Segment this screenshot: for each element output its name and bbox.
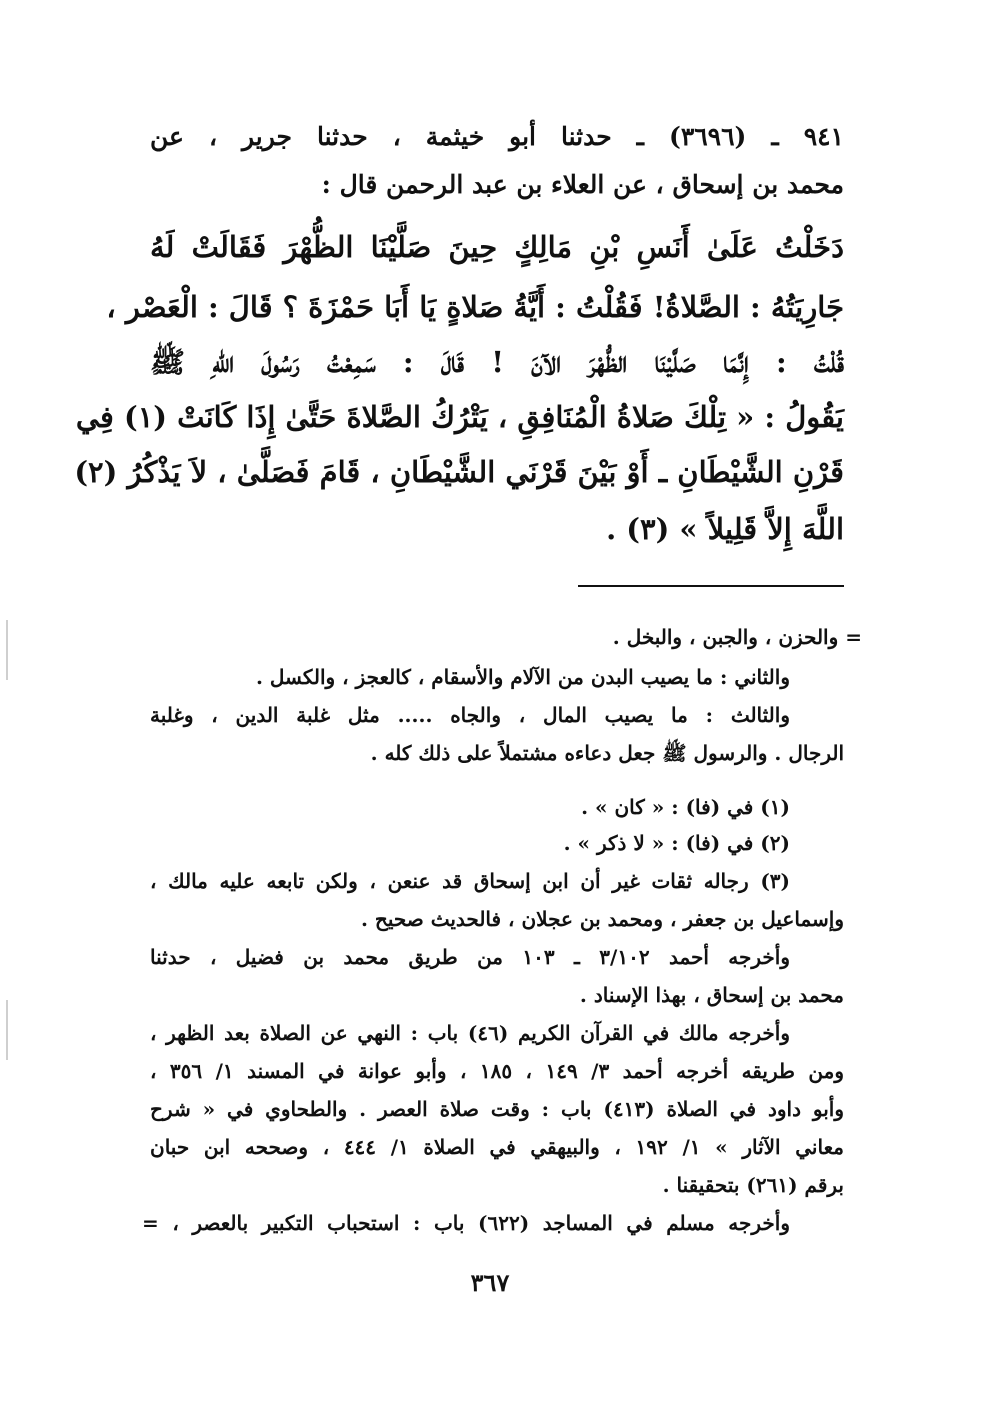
- hadith-header-line-1: ٩٤١ ـ (٣٦٩٦) ـ حدثنا أبو خيثمة ، حدثنا جرير ، عن: [150, 122, 844, 151]
- footnote-line-2: والثاني : ما يصيب البدن من الآلام والأسقام ، كالعجز ، والكسل .: [255, 665, 790, 689]
- footnote-line-1: = والحزن ، والجبن ، والبخل .: [612, 625, 862, 649]
- footnote-line-4: الرجال . والرسول ﷺ جعل دعاءه مشتملاً على ذلك كله .: [370, 741, 844, 765]
- hadith-text-line-2: جَارِيَتُهُ : الصَّلاةُ! فَقُلْتُ : أَيَّةُ صَلاةٍ يَا أَبَا حَمْزَةَ ؟ قَالَ : الْعَصْر ،: [106, 290, 844, 324]
- footnote-line-10: محمد بن إسحاق ، بهذا الإسناد .: [579, 983, 844, 1007]
- footnote-line-11: وأخرجه مالك في القرآن الكريم (٤٦) باب : النهي عن الصلاة بعد الظهر ،: [150, 1021, 790, 1045]
- page-number: ٣٦٧: [470, 1268, 510, 1297]
- hadith-header-line-2: محمد بن إسحاق ، عن العلاء بن عبد الرحمن قال :: [321, 170, 844, 199]
- footnote-line-12: ومن طريقه أخرجه أحمد ٣/ ١٤٩ ، ١٨٥ ، وأبو عوانة في المسند ١/ ٣٥٦ ،: [150, 1059, 844, 1083]
- scan-margin-mark: [6, 1000, 8, 1060]
- footnote-line-15: برقم (٢٦١) بتحقيقنا .: [662, 1173, 844, 1197]
- footnote-note-1: (١) في (فا) : « كان » .: [581, 795, 790, 819]
- footnote-line-8: وإسماعيل بن جعفر ، ومحمد بن عجلان ، فالحديث صحيح .: [361, 907, 844, 931]
- footnote-line-14: معاني الآثار » ١/ ١٩٢ ، والبيهقي في الصلاة ١/ ٤٤٤ ، وصححه ابن حبان: [150, 1135, 844, 1159]
- hadith-text-line-6: اللَّهَ إِلاَّ قَلِيلاً » (٣) .: [606, 512, 844, 546]
- footnote-line-9: وأخرجه أحمد ٣/١٠٢ ـ ١٠٣ من طريق محمد بن فضيل ، حدثنا: [150, 945, 791, 969]
- footnote-note-2: (٢) في (فا) : « لا ذكر » .: [563, 831, 790, 855]
- footnote-note-3: (٣) رجاله ثقات غير أن ابن إسحاق قد عنعن ، ولكن تابعه عليه مالك ،: [150, 869, 790, 893]
- hadith-text-line-1: دَخَلْتُ عَلَىٰ أَنَسِ بْنِ مَالِكٍ حِينَ صَلَّيْنَا الظُّهْرَ فَقَالَتْ لَهُ: [150, 230, 844, 264]
- footnote-separator: [578, 585, 844, 587]
- hadith-text-line-5: قَرْنِ الشَّيْطَانِ ـ أَوْ بَيْنَ قَرْنَي الشَّيْطَانِ ، قَامَ فَصَلَّىٰ ، لاَ يَذْكُرُ (٢): [74, 455, 844, 489]
- scan-margin-mark: [6, 620, 8, 680]
- hadith-text-line-3: قُلْتُ : إِنَّمَا صَلَّيْنَا الظُّهْرَ الآنَ ! قَالَ : سَمِعْتُ رَسُولَ اللهِ ﷺ: [150, 345, 844, 379]
- footnote-line-13: وأبو داود في الصلاة (٤١٣) باب : وقت صلاة العصر . والطحاوي في « شرح: [150, 1097, 844, 1121]
- hadith-text-line-4: يَقُولُ : « تِلْكَ صَلاةُ الْمُنَافِقِ ، يَتْرُكُ الصَّلاةَ حَتَّىٰ إِذَا كَانَتْ (١) فِي: [75, 400, 844, 434]
- footnote-line-16: وأخرجه مسلم في المساجد (٦٢٢) باب : استحباب التكبير بالعصر ، =: [142, 1211, 790, 1235]
- footnote-line-3: والثالث : ما يصيب المال ، والجاه ..... مثل غلبة الدين ، وغلبة: [150, 703, 790, 727]
